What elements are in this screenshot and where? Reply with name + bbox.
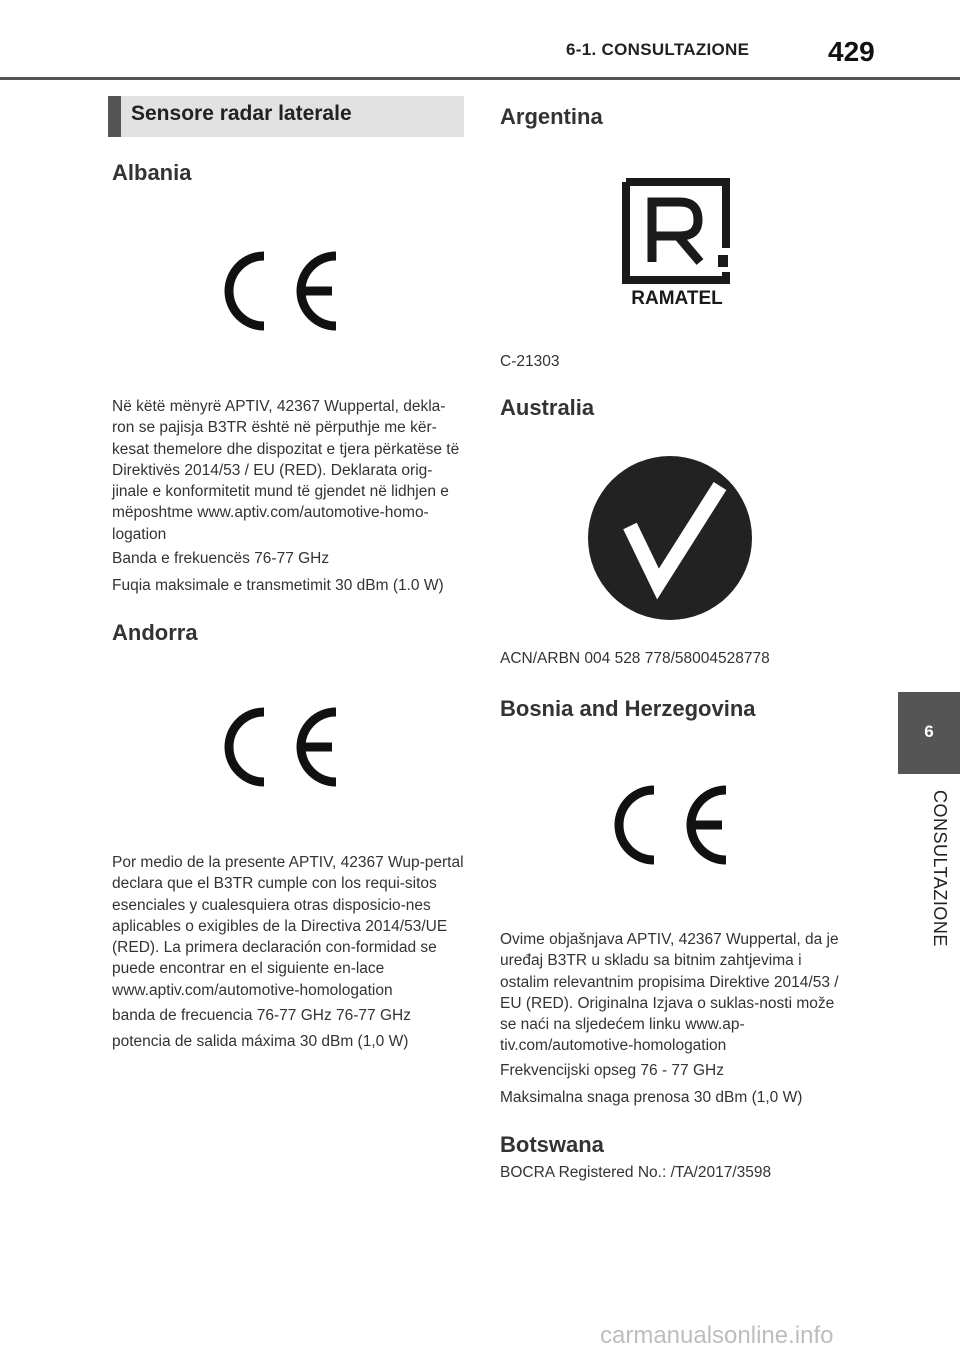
watermark: carmanualsonline.info <box>600 1322 834 1349</box>
albania-declaration: Në këtë mënyrë APTIV, 42367 Wuppertal, dekla-ron se pajisja B3TR është në përputhje me kër-kesat themelore dhe dispozitat e tjera përkatëse të Direktivës 2014/53 / EU (RED). Deklarata orig-jinale e konformitetit mund të gjendet në lidhjen e mëposhtme www.aptiv.com/automotive-homo-logation <box>112 398 460 543</box>
bosnia-power: Maksimalna snaga prenosa 30 dBm (1,0 W) <box>500 1089 803 1106</box>
heading-argentina: Argentina <box>500 104 603 129</box>
botswana-registration: BOCRA Registered No.: /TA/2017/3598 <box>500 1164 772 1181</box>
heading-australia: Australia <box>500 395 595 420</box>
ce-mark-icon <box>612 782 734 868</box>
ramatel-logo-icon <box>622 178 732 310</box>
ce-mark-icon <box>222 248 344 334</box>
andorra-frequency: banda de frecuencia 76-77 GHz 76-77 GHz <box>112 1007 411 1024</box>
ramatel-logo-text: RAMATEL <box>631 288 723 309</box>
andorra-declaration: Por medio de la presente APTIV, 42367 Wup-pertal declara que el B3TR cumple con los requi-sitos esenciales y cualesquiera otras disposicio-nes aplicables o exigibles de la Directiva 2014/53/UE (RED). La primera declaración con-formidad se puede encontrar en el siguiente en-lace www.aptiv.com/automotive-homologation <box>112 854 464 999</box>
chapter-title: 6-1. CONSULTAZIONE <box>566 40 750 59</box>
section-banner <box>108 96 464 137</box>
header-divider <box>0 77 960 80</box>
albania-power: Fuqia maksimale e transmetimit 30 dBm (1.0 W) <box>112 577 444 594</box>
heading-botswana: Botswana <box>500 1132 604 1157</box>
heading-bosnia: Bosnia and Herzegovina <box>500 696 756 721</box>
bosnia-declaration: Ovime objašnjava APTIV, 42367 Wuppertal, da je uređaj B3TR u skladu sa bitnim zahtjevima i ostalim relevantnim propisima Direktive 2014/53 / EU (RED). Originalna Izjava o suklas-nosti može se naći na sljedećem linku www.ap-tiv.com/automotive-homologation <box>500 931 839 1055</box>
bosnia-frequency: Frekvencijski opseg 76 - 77 GHz <box>500 1062 724 1079</box>
section-title: Sensore radar laterale <box>131 102 352 125</box>
chapter-side-label: CONSULTAZIONE <box>930 790 950 947</box>
heading-albania: Albania <box>112 160 192 185</box>
argentina-code: C-21303 <box>500 353 560 370</box>
andorra-power: potencia de salida máxima 30 dBm (1,0 W) <box>112 1033 409 1050</box>
chapter-tab <box>898 692 960 774</box>
heading-andorra: Andorra <box>112 620 198 645</box>
rcm-check-icon <box>588 456 752 620</box>
albania-frequency: Banda e frekuencës 76-77 GHz <box>112 550 330 567</box>
page-number: 429 <box>828 36 875 67</box>
ce-mark-icon <box>222 704 344 790</box>
australia-code: ACN/ARBN 004 528 778/58004528778 <box>500 650 770 667</box>
chapter-tab-number: 6 <box>924 722 934 741</box>
